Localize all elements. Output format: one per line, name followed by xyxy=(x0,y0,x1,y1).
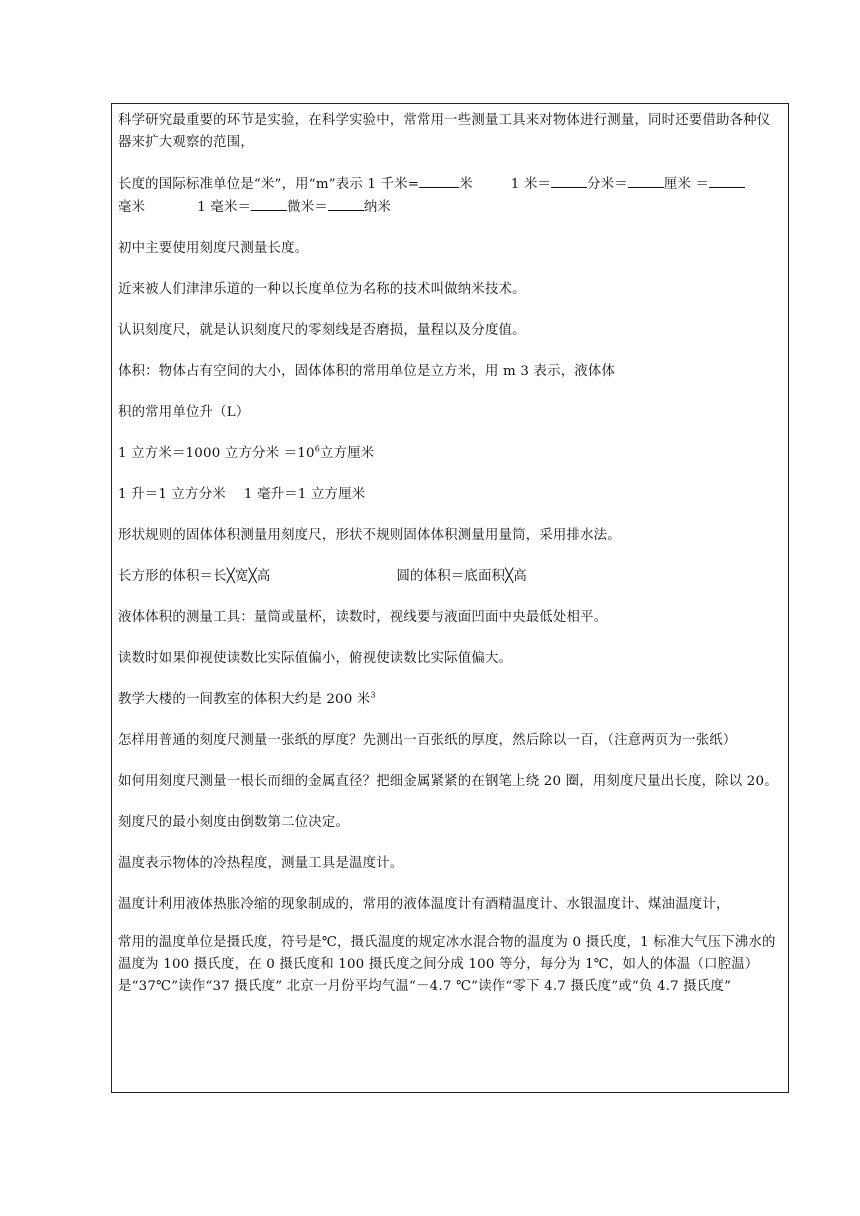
paragraph-ruler-reading: 认识刻度尺，就是认识刻度尺的零刻线是否磨损，量程以及分度值。 xyxy=(118,323,526,338)
paragraph-ruler-use: 初中主要使用刻度尺测量长度。 xyxy=(118,241,309,256)
length-text-f: 毫米 xyxy=(118,200,146,215)
fill-blank xyxy=(419,173,459,188)
paragraph-thermometer: 温度计利用液体热胀冷缩的现象制成的，常用的液体温度计有酒精温度计、水银温度计、煤油温度计， xyxy=(118,897,730,912)
fill-blank xyxy=(251,196,287,211)
paragraph-paper-thickness: 怎样用普通的刻度尺测量一张纸的厚度？先测出一百张纸的厚度，然后除以一百，（注意两页为一张纸） xyxy=(118,733,737,748)
length-text-c: 1 米＝ xyxy=(510,177,552,192)
paragraph-wire-diameter: 如何用刻度尺测量一根长而细的金属直径？把细金属紧紧的在钢笔上绕 20 圈，用刻度尺量出长度，除以 20。 xyxy=(118,774,778,789)
conversion-unit: 立方厘米 xyxy=(320,446,375,461)
exponent: 6 xyxy=(314,444,321,454)
content-box xyxy=(111,103,789,1093)
length-text-g: 1 毫米＝ xyxy=(197,200,252,215)
paragraph-celsius: 常用的温度单位是摄氏度，符号是℃，摄氏温度的规定冰水混合物的温度为 0 摄氏度，1 标准大气压下沸水的温度为 100 摄氏度，在 0 摄氏度和 100 摄氏度之间分成 100 等分，每分为 1℃，如人的体温（口腔温）是“37℃”读作“37 摄氏度” 北京一月份平均气温“－4.7 ℃”读作“零下 4.7 摄氏度”或“负 4.7 摄氏度” xyxy=(118,935,776,994)
fill-blank xyxy=(551,173,587,188)
paragraph-classroom-volume xyxy=(118,689,782,711)
paragraph-volume-def: 体积：物体占有空间的大小，固体体积的常用单位是立方米，用 m 3 表示，液体体 xyxy=(118,364,616,379)
length-text-e: 厘米 ＝ xyxy=(663,177,710,192)
conversion-text: 1 立方米＝1000 立方分米 ＝10 xyxy=(118,446,315,461)
paragraph-temperature-def: 温度表示物体的冷热程度，测量工具是温度计。 xyxy=(118,856,404,871)
paragraph-intro: 科学研究最重要的环节是实验，在科学实验中，常常用一些测量工具来对物体进行测量，同时还要借助各种仪器来扩大观察的范围， xyxy=(118,113,771,150)
length-text-a: 长度的国际标准单位是“米”，用“m”表示 1 千米= xyxy=(118,177,420,192)
fill-blank xyxy=(709,173,745,188)
paragraph-liquid-unit: 积的常用单位升（L） xyxy=(118,405,250,420)
liter-text: 1 升＝1 立方分米 xyxy=(118,487,226,502)
paragraph-volume-conversion xyxy=(118,443,782,465)
length-text-d: 分米＝ xyxy=(587,177,628,192)
length-text-i: 纳米 xyxy=(363,200,392,215)
cuboid-formula: 长方形的体积＝长╳宽╳高 xyxy=(118,569,271,584)
paragraph-min-scale: 刻度尺的最小刻度由倒数第二位决定。 xyxy=(118,815,350,830)
paragraph-solid-measure: 形状规则的固体体积测量用刻度尺，形状不规则固体体积测量用量筒，采用排水法。 xyxy=(118,528,621,543)
cylinder-formula: 圆的体积＝底面积╳高 xyxy=(396,569,528,584)
paragraph-length-units xyxy=(118,173,782,219)
fill-blank xyxy=(328,196,364,211)
paragraph-liquid-measure: 液体体积的测量工具：量筒或量杯，读数时，视线要与液面凹面中央最低处相平。 xyxy=(118,610,608,625)
paragraph-liter-conversion xyxy=(118,484,782,506)
length-text-h: 微米＝ xyxy=(287,200,328,215)
exponent: 3 xyxy=(370,690,376,700)
paragraph-reading-error: 读数时如果仰视使读数比实际值偏小，俯视使读数比实际值偏大。 xyxy=(118,651,513,666)
paragraph-volume-formulas xyxy=(118,566,782,588)
fill-blank xyxy=(628,173,664,188)
document-body xyxy=(118,110,782,1017)
milliliter-text: 1 毫升＝1 立方厘米 xyxy=(243,487,366,502)
length-text-b: 米 xyxy=(459,177,473,192)
classroom-text: 教学大楼的一间教室的体积大约是 200 米 xyxy=(118,692,371,707)
paragraph-nanotech: 近来被人们津津乐道的一种以长度单位为名称的技术叫做纳米技术。 xyxy=(118,282,526,297)
